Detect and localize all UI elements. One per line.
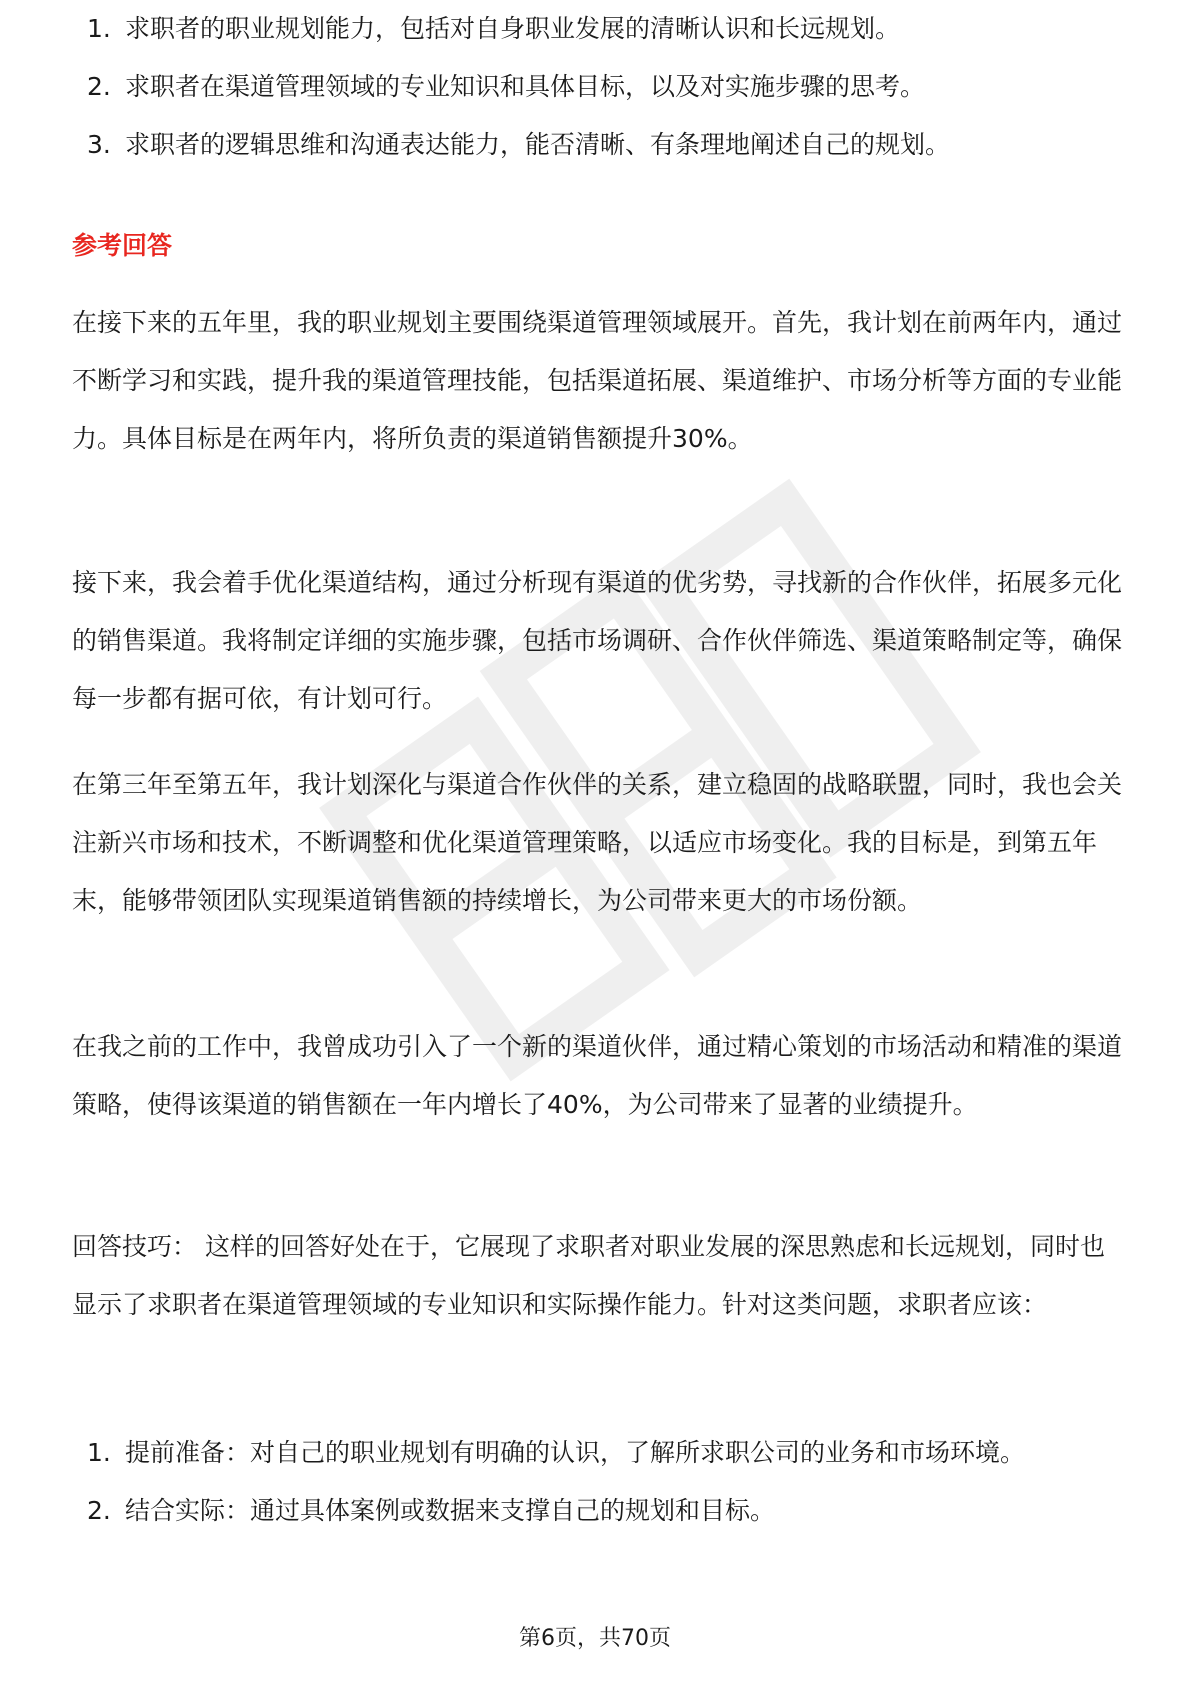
tips-paragraph: 回答技巧： 这样的回答好处在于，它展现了求职者对职业发展的深思熟虑和长远规划，同时也显示了求职者在渠道管理领域的专业知识和实际操作能力。针对这类问题，求职者应该： bbox=[72, 1232, 1105, 1319]
list-text: 求职者的职业规划能力，包括对自身职业发展的清晰认识和长远规划。 bbox=[125, 14, 901, 43]
list-number: 2. bbox=[87, 72, 111, 101]
list-number: 1. bbox=[87, 14, 111, 43]
list-item bbox=[0, 1424, 1145, 1482]
answer-paragraph: 在我之前的工作中，我曾成功引入了一个新的渠道伙伴，通过精心策划的市场活动和精准的渠道策略，使得该渠道的销售额在一年内增长了40%，为公司带来了显著的业绩提升。 bbox=[72, 1032, 1123, 1119]
list-number: 2. bbox=[87, 1496, 111, 1525]
list-number: 1. bbox=[87, 1438, 111, 1467]
list-item bbox=[0, 0, 1010, 58]
list-text: 求职者的逻辑思维和沟通表达能力，能否清晰、有条理地阐述自己的规划。 bbox=[125, 130, 951, 159]
criteria-list bbox=[0, 14, 1010, 174]
list-item bbox=[0, 58, 1010, 116]
list-text: 求职者在渠道管理领域的专业知识和具体目标，以及对实施步骤的思考。 bbox=[125, 72, 926, 101]
list-number: 3. bbox=[87, 130, 111, 159]
answer-paragraph: 在接下来的五年里，我的职业规划主要围绕渠道管理领域展开。首先，我计划在前两年内，通过不断学习和实践，提升我的渠道管理技能，包括渠道拓展、渠道维护、市场分析等方面的专业能力。具体目标是在两年内，将所负责的渠道销售额提升30%。 bbox=[72, 308, 1123, 453]
list-text: 结合实际：通过具体案例或数据来支撑自己的规划和目标。 bbox=[125, 1496, 776, 1525]
list-item bbox=[0, 116, 1010, 174]
list-text: 提前准备：对自己的职业规划有明确的认识，了解所求职公司的业务和市场环境。 bbox=[125, 1438, 1026, 1467]
list-item bbox=[0, 1482, 1145, 1540]
page-number: 第6页，共70页 bbox=[519, 1626, 671, 1651]
section-heading: 参考回答 bbox=[72, 231, 173, 260]
tips-list bbox=[0, 1424, 1145, 1540]
answer-paragraph: 接下来，我会着手优化渠道结构，通过分析现有渠道的优劣势，寻找新的合作伙伴，拓展多元化的销售渠道。我将制定详细的实施步骤，包括市场调研、合作伙伴筛选、渠道策略制定等，确保每一步都有据可依，有计划可行。 bbox=[72, 568, 1123, 713]
answer-paragraph: 在第三年至第五年，我计划深化与渠道合作伙伴的关系，建立稳固的战略联盟，同时，我也会关注新兴市场和技术，不断调整和优化渠道管理策略，以适应市场变化。我的目标是，到第五年末，能够带领团队实现渠道销售额的持续增长，为公司带来更大的市场份额。 bbox=[72, 770, 1123, 915]
